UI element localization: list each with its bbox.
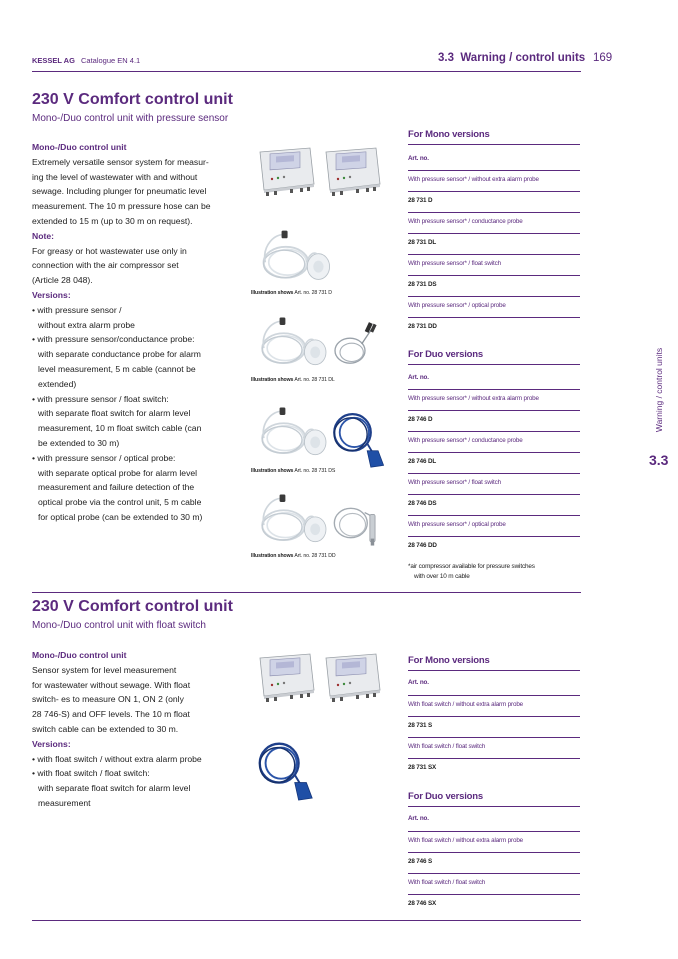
section2-title: 230 V Comfort control unit <box>32 598 233 615</box>
description-line: be extended to 30 m) <box>38 437 120 448</box>
table-art-number: 28 731 SX <box>408 764 437 771</box>
description-line: with separate float switch for alarm level <box>38 408 191 419</box>
footnote-line-2: with over 10 m cable <box>414 573 470 580</box>
header-catalogue: Catalogue EN 4.1 <box>81 56 141 65</box>
optical-probe-image <box>330 496 382 550</box>
art-no-header: Art. no. <box>408 155 429 162</box>
description-line: • with pressure sensor / <box>32 304 122 315</box>
description-line: ing the level of wastewater with and without <box>32 171 198 182</box>
description-line: Extremely versatile sensor system for measur- <box>32 156 209 167</box>
description-label: Note: <box>32 230 54 241</box>
description-line: 28 746-S) and OFF levels. The 10 m float <box>32 709 190 720</box>
description-line: optical probe via the control unit, 5 m cable <box>38 497 202 508</box>
footnote-line-1: *air compressor available for pressure switches <box>408 563 535 570</box>
table-variant: With pressure sensor* / conductance probe <box>408 218 523 225</box>
table-rule <box>408 695 580 696</box>
table-rule <box>408 473 580 474</box>
table-rule <box>408 873 580 874</box>
art-no-header: Art. no. <box>408 679 429 686</box>
art-no-header: Art. no. <box>408 374 429 381</box>
section2-mono-heading: For Mono versions <box>408 655 490 666</box>
table-rule <box>408 806 580 807</box>
art-no-header: Art. no. <box>408 815 429 822</box>
description-line: connection with the air compressor set <box>32 260 179 271</box>
table-variant: With pressure sensor* / float switch <box>408 479 501 486</box>
description-line: extended to 15 m (up to 30 m on request). <box>32 215 193 226</box>
table-variant: With pressure sensor* / float switch <box>408 260 501 267</box>
table-rule <box>408 364 580 365</box>
section1-duo-heading: For Duo versions <box>408 349 483 360</box>
description-line: with separate optical probe for alarm level <box>38 467 198 478</box>
description-line: • with pressure sensor / float switch: <box>32 393 169 404</box>
table-rule <box>408 536 580 537</box>
section1-mono-heading: For Mono versions <box>408 129 490 140</box>
description-label: Versions: <box>32 289 71 300</box>
caption-dl: Illustration shows Art. no. 28 731 DL <box>251 377 335 383</box>
table-rule <box>408 275 580 276</box>
caption-ds: Illustration shows Art. no. 28 731 DS <box>251 468 336 474</box>
table-variant: With float switch / float switch <box>408 743 486 750</box>
section-divider <box>32 592 581 593</box>
description-line: with separate float switch for alarm level <box>38 783 191 794</box>
pressure-hose-image <box>252 228 342 288</box>
table-rule <box>408 410 580 411</box>
section1-subtitle: Mono-/Duo control unit with pressure sensor <box>32 113 229 124</box>
control-unit-duo-image <box>320 146 382 196</box>
description-line: extended) <box>38 378 77 389</box>
control-unit-duo-image <box>320 652 382 702</box>
conductance-probe-image <box>330 318 380 370</box>
side-tab-number: 3.3 <box>649 452 669 468</box>
header-rule <box>32 71 581 72</box>
description-line: sewage. Including plunger for pneumatic level <box>32 186 207 197</box>
table-rule <box>408 212 580 213</box>
description-line: • with float switch / float switch: <box>32 768 150 779</box>
table-art-number: 28 746 DL <box>408 458 437 465</box>
description-line: measurement <box>38 797 91 808</box>
table-rule <box>408 296 580 297</box>
table-variant: With pressure sensor* / without extra alarm probe <box>408 176 539 183</box>
description-line: for optical probe (can be extended to 30 m) <box>38 511 203 522</box>
pressure-hose-image <box>252 492 337 550</box>
table-rule <box>408 317 580 318</box>
table-rule <box>408 758 580 759</box>
table-rule <box>408 431 580 432</box>
description-line: for wastewater without sewage. With float <box>32 679 191 690</box>
description-line: level measurement, 5 m cable (cannot be <box>38 363 196 374</box>
table-variant: With float switch / float switch <box>408 879 486 886</box>
side-tab-label: Warning / control units <box>654 347 664 433</box>
section1-title: 230 V Comfort control unit <box>32 91 233 108</box>
description-label: Mono-/Duo control unit <box>32 142 127 152</box>
pressure-hose-image <box>252 405 337 463</box>
description-line: • with pressure sensor / optical probe: <box>32 452 176 463</box>
table-art-number: 28 746 DS <box>408 500 437 507</box>
description-line: measurement, 10 m float switch cable (can <box>38 423 202 434</box>
table-rule <box>408 515 580 516</box>
table-rule <box>408 716 580 717</box>
table-art-number: 28 746 S <box>408 858 433 865</box>
table-rule <box>408 191 580 192</box>
table-art-number: 28 731 S <box>408 722 433 729</box>
description-line: with separate conductance probe for alarm <box>38 349 201 360</box>
section1-description <box>32 140 242 525</box>
table-variant: With float switch / without extra alarm probe <box>408 701 524 708</box>
table-rule <box>408 737 580 738</box>
table-variant: With pressure sensor* / without extra alarm probe <box>408 395 539 402</box>
float-switch-image <box>330 405 386 469</box>
table-rule <box>408 233 580 234</box>
table-art-number: 28 731 DS <box>408 281 437 288</box>
table-rule <box>408 170 580 171</box>
caption-dd: Illustration shows Art. no. 28 731 DD <box>251 553 336 559</box>
description-line: Sensor system for level measurement <box>32 664 177 675</box>
table-art-number: 28 731 DD <box>408 323 437 330</box>
table-art-number: 28 731 D <box>408 197 433 204</box>
description-line: switch cable can be extended to 30 m. <box>32 723 179 734</box>
side-tab <box>652 340 666 440</box>
description-label: Versions: <box>32 738 71 749</box>
pressure-hose-image <box>252 315 337 373</box>
section2-duo-heading: For Duo versions <box>408 791 483 802</box>
control-unit-mono-image <box>254 146 316 196</box>
table-rule <box>408 389 580 390</box>
description-line: (Article 28 048). <box>32 275 93 286</box>
control-unit-mono-image <box>254 652 316 702</box>
caption-dd-1: Illustration shows Art. no. 28 731 D <box>251 290 332 296</box>
table-rule <box>408 452 580 453</box>
table-art-number: 28 746 DD <box>408 542 437 549</box>
description-line: For greasy or hot wastewater use only in <box>32 245 187 256</box>
section2-description <box>32 648 247 811</box>
description-line: switch- es to measure ON 1, ON 2 (only <box>32 694 184 705</box>
description-line: measurement. The 10 m pressure hose can be <box>32 201 211 212</box>
header-company: KESSEL AG <box>32 56 75 65</box>
table-art-number: 28 746 D <box>408 416 433 423</box>
section2-subtitle: Mono-/Duo control unit with float switch <box>32 620 206 631</box>
description-label: Mono-/Duo control unit <box>32 650 127 660</box>
footer-rule <box>32 920 581 921</box>
table-variant: With pressure sensor* / optical probe <box>408 302 506 309</box>
table-art-number: 28 746 SX <box>408 900 437 907</box>
table-rule <box>408 894 580 895</box>
table-variant: With pressure sensor* / conductance probe <box>408 437 523 444</box>
table-rule <box>408 670 580 671</box>
table-rule <box>408 254 580 255</box>
table-art-number: 28 731 DL <box>408 239 437 246</box>
table-variant: With pressure sensor* / optical probe <box>408 521 506 528</box>
description-line: measurement and failure detection of the <box>38 482 195 493</box>
table-rule <box>408 144 580 145</box>
table-rule <box>408 831 580 832</box>
description-line: without extra alarm probe <box>38 319 135 330</box>
table-variant: With float switch / without extra alarm probe <box>408 837 524 844</box>
header-chapter: 3.3 Warning / control units <box>438 52 586 64</box>
table-rule <box>408 852 580 853</box>
description-line: • with float switch / without extra alarm probe <box>32 753 202 764</box>
table-rule <box>408 494 580 495</box>
float-switch-image <box>254 734 316 802</box>
description-line: • with pressure sensor/conductance probe: <box>32 334 195 345</box>
page-number: 169 <box>593 52 613 64</box>
